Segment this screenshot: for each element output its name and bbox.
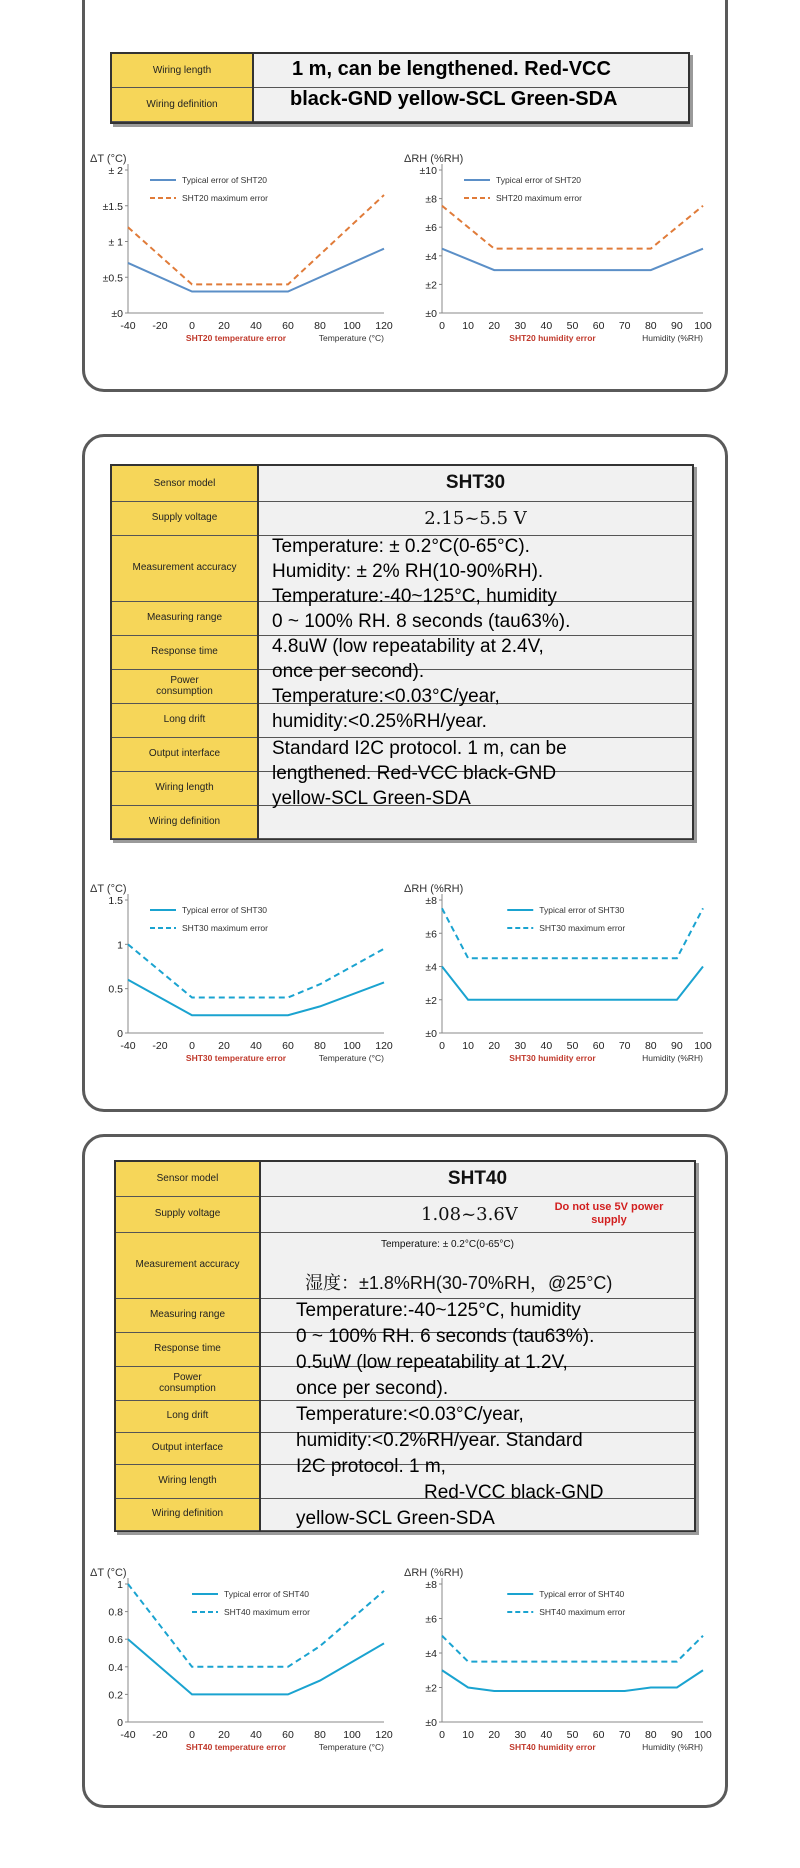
sht30-text-line: once per second). [272, 661, 425, 682]
x-tick-label: 100 [694, 1040, 712, 1052]
y-tick-label: ±8 [425, 895, 437, 907]
x-tick-label: 20 [218, 1729, 230, 1741]
sht40-text-line: humidity:<0.2%RH/year. Standard [296, 1430, 583, 1451]
sht40-text-line: once per second). [296, 1378, 449, 1399]
sht40-voltage-cell [260, 1196, 694, 1232]
x-tick-label: -40 [120, 1040, 136, 1052]
y-tick-label: ± 2 [108, 165, 123, 177]
legend-label: SHT20 maximum error [182, 193, 268, 203]
x-tick-label: 10 [462, 1729, 474, 1741]
series-line-2 [128, 944, 384, 997]
sht30-voltage-value: 2.15~5.5 V [258, 501, 692, 535]
x-tick-label: 100 [343, 320, 361, 332]
y-axis-title: ΔRH (%RH) [404, 1567, 464, 1579]
y-tick-label: ±0.5 [102, 272, 123, 285]
x-tick-label: 40 [250, 1040, 262, 1052]
x-tick-label: 90 [671, 1729, 683, 1741]
legend-label: Typical error of SHT40 [539, 1589, 625, 1599]
y-axis-title: ΔT (°C) [90, 1567, 127, 1579]
x-tick-label: 20 [488, 1040, 501, 1052]
series-line-1 [442, 249, 703, 270]
x-tick-label: 60 [282, 320, 294, 332]
spec-label: Wiring length [112, 54, 253, 88]
spec-label: Output interface [116, 1432, 260, 1464]
x-tick-label: 100 [343, 1040, 361, 1052]
y-tick-label: 0.5 [108, 983, 123, 996]
legend-label: Typical error of SHT40 [224, 1589, 310, 1599]
spec-label: Supply voltage [116, 1196, 260, 1232]
series-line-2 [442, 1636, 703, 1662]
sht30-text-line: Temperature: ± 0.2°C(0-65°C). [272, 536, 530, 557]
x-tick-label: 20 [218, 1040, 230, 1052]
sht40-humidity-error-chart [402, 1562, 717, 1782]
sht30-text-line: Standard I2C protocol. 1 m, can be [272, 738, 567, 759]
spec-label: Output interface [112, 737, 258, 771]
series-line-2 [442, 908, 703, 958]
y-tick-label: ±8 [425, 193, 437, 206]
y-tick-label: ±0 [111, 308, 123, 320]
legend-label: SHT40 maximum error [224, 1607, 310, 1617]
x-tick-label: 30 [514, 1040, 527, 1052]
spec-label: Long drift [112, 703, 258, 737]
series-line-2 [442, 206, 703, 249]
x-tick-label: -20 [152, 320, 168, 332]
y-tick-label: ±4 [425, 1648, 437, 1660]
x-tick-label: 70 [618, 320, 631, 332]
y-tick-label: ±4 [425, 250, 437, 263]
x-tick-label: -40 [120, 320, 136, 332]
x-tick-label: 60 [282, 1040, 294, 1052]
x-tick-label: 80 [644, 1729, 657, 1741]
x-axis-title: Temperature (°C) [318, 1053, 384, 1063]
series-line-1 [442, 967, 703, 1000]
chart-caption: SHT40 humidity error [509, 1742, 596, 1752]
sht40-temperature-error-chart [88, 1562, 398, 1782]
legend-label: Typical error of SHT30 [182, 905, 268, 915]
sht30-text-line: Temperature:<0.03°C/year, [272, 686, 500, 707]
spec-label: Wiring definition [112, 88, 253, 122]
y-tick-label: ±8 [425, 1579, 437, 1591]
chart-caption: SHT30 temperature error [185, 1053, 287, 1063]
x-tick-label: 40 [540, 1729, 553, 1741]
y-tick-label: 0.2 [108, 1689, 123, 1702]
legend-label: Typical error of SHT20 [496, 175, 582, 185]
spec-label: Wiring length [116, 1464, 260, 1498]
y-tick-label: 0 [117, 1717, 123, 1729]
y-tick-label: 0.4 [108, 1661, 123, 1674]
spec-label: Power consumption [112, 669, 258, 703]
x-tick-label: 20 [488, 1729, 501, 1741]
chart-caption: SHT20 temperature error [185, 333, 287, 343]
x-tick-label: 0 [189, 1040, 195, 1052]
sht40-voltage-warning: Do not use 5V power supply [554, 1200, 664, 1226]
x-tick-label: 50 [566, 1040, 579, 1052]
x-tick-label: 40 [250, 1729, 262, 1741]
spec-label: Measuring range [112, 601, 258, 635]
x-tick-label: 80 [314, 320, 326, 332]
y-tick-label: ±6 [425, 928, 437, 941]
sht40-text-line: 0 ~ 100% RH. 6 seconds (tau63%). [296, 1326, 595, 1347]
x-tick-label: 120 [375, 1040, 393, 1052]
y-tick-label: 1 [117, 939, 123, 952]
spec-label: Sensor model [112, 466, 258, 501]
y-tick-label: ±0 [425, 1028, 437, 1040]
sht20-temperature-error-chart [88, 148, 398, 373]
series-line-2 [128, 195, 384, 284]
x-tick-label: 10 [462, 320, 474, 332]
sht30-humidity-error-chart [402, 878, 717, 1093]
y-axis-title: ΔT (°C) [90, 153, 127, 165]
sht30-temperature-error-chart [88, 878, 398, 1093]
x-tick-label: 80 [314, 1040, 326, 1052]
chart-caption: SHT20 humidity error [509, 333, 596, 343]
x-axis-title: Humidity (%RH) [642, 1742, 703, 1752]
sht40-text-line: I2C protocol. 1 m, [296, 1456, 446, 1477]
sht30-text-line: humidity:<0.25%RH/year. [272, 711, 487, 732]
y-tick-label: ±1.5 [102, 200, 123, 213]
x-tick-label: 60 [592, 320, 605, 332]
y-tick-label: ±2 [425, 279, 437, 292]
legend-label: SHT30 maximum error [182, 923, 268, 933]
x-tick-label: 0 [439, 320, 445, 332]
y-tick-label: 0 [117, 1028, 123, 1040]
sht40-text-line: yellow-SCL Green-SDA [296, 1508, 495, 1529]
sht40-text-line: 0.5uW (low repeatability at 1.2V, [296, 1352, 568, 1373]
x-tick-label: -20 [152, 1040, 168, 1052]
y-tick-label: 0.8 [108, 1606, 123, 1619]
series-line-1 [128, 249, 384, 292]
y-tick-label: ±0 [425, 1717, 437, 1729]
sht30-text-line: yellow-SCL Green-SDA [272, 788, 471, 809]
y-tick-label: ±10 [419, 165, 437, 177]
sht40-text-line: Red-VCC black-GND [424, 1482, 604, 1503]
y-tick-label: ± 1 [108, 236, 123, 249]
sht30-text-line: lengthened. Red-VCC black-GND [272, 763, 557, 784]
y-tick-label: ±2 [425, 1682, 437, 1695]
spec-label: Measurement accuracy [112, 535, 258, 601]
sht40-accuracy-humidity: 湿度：±1.8%RH(30-70%RH，@25°C) [305, 1272, 613, 1293]
x-tick-label: 40 [540, 1040, 553, 1052]
x-tick-label: 80 [644, 1040, 657, 1052]
x-tick-label: 70 [618, 1040, 631, 1052]
x-tick-label: 40 [250, 320, 262, 332]
series-line-1 [128, 1639, 384, 1694]
x-tick-label: -20 [152, 1729, 168, 1741]
x-axis-title: Temperature (°C) [318, 333, 384, 343]
series-line-1 [442, 1670, 703, 1691]
sht30-text-line: 4.8uW (low repeatability at 2.4V, [272, 636, 544, 657]
x-tick-label: 100 [694, 1729, 712, 1741]
x-tick-label: 60 [592, 1040, 605, 1052]
spec-label: Wiring definition [112, 805, 258, 838]
y-tick-label: ±0 [425, 308, 437, 320]
x-tick-label: 80 [314, 1729, 326, 1741]
y-axis-title: ΔT (°C) [90, 883, 127, 895]
x-tick-label: 90 [671, 1040, 683, 1052]
chart-caption: SHT40 temperature error [185, 1742, 287, 1752]
legend-label: SHT30 maximum error [539, 923, 626, 933]
x-tick-label: 50 [566, 320, 579, 332]
y-axis-title: ΔRH (%RH) [404, 883, 464, 895]
spec-label: Wiring length [112, 771, 258, 805]
legend-label: Typical error of SHT30 [539, 905, 625, 915]
chart-caption: SHT30 humidity error [509, 1053, 596, 1063]
sht40-voltage-value: 1.08~3.6V [421, 1203, 518, 1225]
x-tick-label: 90 [671, 320, 683, 332]
sht40-text-line: Temperature:<0.03°C/year, [296, 1404, 524, 1425]
x-tick-label: 30 [514, 1729, 527, 1741]
spec-label: Power consumption [116, 1366, 260, 1400]
sht30-text-line: Temperature:-40~125°C, humidity [272, 586, 557, 607]
x-tick-label: 120 [375, 1729, 393, 1741]
spec-label: Measurement accuracy [116, 1232, 260, 1298]
spec-label: Wiring definition [116, 1498, 260, 1530]
x-tick-label: 100 [694, 320, 712, 332]
y-tick-label: ±4 [425, 961, 437, 974]
spec-label: Sensor model [116, 1162, 260, 1196]
legend-label: Typical error of SHT20 [182, 175, 268, 185]
sht20-wiring-line2: black-GND yellow-SCL Green-SDA [290, 88, 618, 110]
sht30-model-value: SHT30 [258, 466, 692, 501]
series-line-1 [128, 980, 384, 1015]
x-tick-label: 100 [343, 1729, 361, 1741]
sht20-humidity-error-chart [402, 148, 717, 373]
y-tick-label: 0.6 [108, 1634, 123, 1647]
x-tick-label: 120 [375, 320, 393, 332]
x-tick-label: 30 [514, 320, 527, 332]
y-axis-title: ΔRH (%RH) [404, 153, 464, 165]
x-tick-label: 60 [282, 1729, 294, 1741]
spec-label: Response time [116, 1332, 260, 1366]
y-tick-label: ±2 [425, 994, 437, 1007]
x-tick-label: 0 [439, 1729, 445, 1741]
sht30-text-line: Humidity: ± 2% RH(10-90%RH). [272, 561, 544, 582]
x-tick-label: 0 [189, 1729, 195, 1741]
spec-label: Long drift [116, 1400, 260, 1432]
sht40-accuracy-temp: Temperature: ± 0.2°C(0-65°C) [381, 1238, 514, 1250]
x-tick-label: -40 [120, 1729, 136, 1741]
sht40-text-line: Temperature:-40~125°C, humidity [296, 1300, 581, 1321]
x-axis-title: Humidity (%RH) [642, 1053, 703, 1063]
legend-label: SHT40 maximum error [539, 1607, 626, 1617]
spec-label: Response time [112, 635, 258, 669]
x-tick-label: 0 [189, 320, 195, 332]
sht40-accuracy-cell [260, 1232, 694, 1298]
x-axis-title: Humidity (%RH) [642, 333, 703, 343]
y-tick-label: ±6 [425, 222, 437, 235]
x-tick-label: 70 [618, 1729, 631, 1741]
x-tick-label: 50 [566, 1729, 579, 1741]
y-tick-label: ±6 [425, 1613, 437, 1626]
y-tick-label: 1 [117, 1579, 123, 1591]
x-tick-label: 60 [592, 1729, 605, 1741]
x-tick-label: 20 [488, 320, 501, 332]
legend-label: SHT20 maximum error [496, 193, 582, 203]
sht30-text-line: 0 ~ 100% RH. 8 seconds (tau63%). [272, 611, 571, 632]
spec-label: Supply voltage [112, 501, 258, 535]
x-tick-label: 0 [439, 1040, 445, 1052]
spec-label: Measuring range [116, 1298, 260, 1332]
x-tick-label: 40 [540, 320, 553, 332]
y-tick-label: 1.5 [108, 895, 123, 907]
x-tick-label: 80 [644, 320, 657, 332]
x-tick-label: 10 [462, 1040, 474, 1052]
x-tick-label: 20 [218, 320, 230, 332]
sht20-wiring-line1: 1 m, can be lengthened. Red-VCC [292, 58, 611, 80]
sht40-model-value: SHT40 [260, 1162, 694, 1196]
x-axis-title: Temperature (°C) [318, 1742, 384, 1752]
